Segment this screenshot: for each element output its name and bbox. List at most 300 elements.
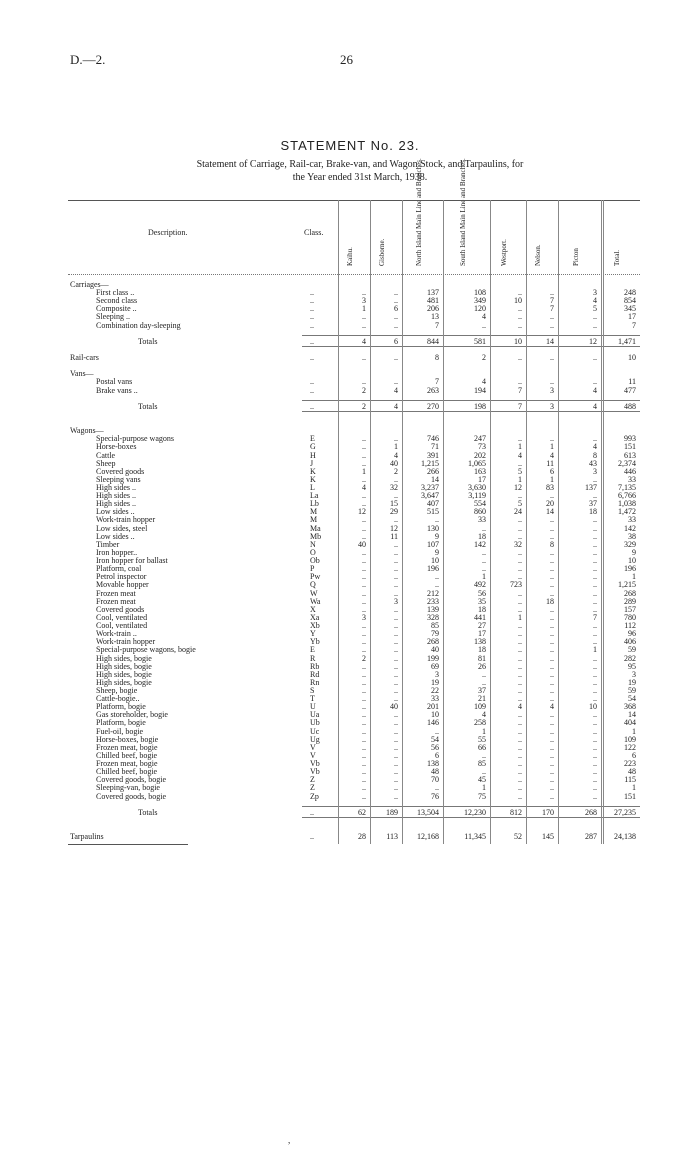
section-label: Wagons— <box>70 426 104 436</box>
statement-title: STATEMENT No. 23. <box>280 138 420 153</box>
row-total: 3 <box>632 669 636 679</box>
row-value: 11 <box>546 458 554 468</box>
row-value: 391 <box>427 450 439 460</box>
row-value: .. <box>550 580 554 590</box>
row-total: 115 <box>624 775 636 785</box>
row-value: 71 <box>431 442 439 452</box>
row-value: .. <box>518 645 522 655</box>
row-value: 407 <box>427 499 439 509</box>
row-class: .. <box>310 288 314 298</box>
row-value: 37 <box>478 686 486 695</box>
row-class: .. <box>310 401 314 411</box>
row-value: .. <box>593 491 597 501</box>
row-total: 368 <box>624 702 636 712</box>
row-value: .. <box>435 783 439 793</box>
row-value: .. <box>550 653 554 663</box>
row-class: La <box>310 491 319 501</box>
row-value: 3 <box>394 596 398 606</box>
row-value: 10 <box>514 296 522 306</box>
row-total: 33 <box>628 474 636 484</box>
row-value: .. <box>518 775 522 785</box>
row-value: 4 <box>550 702 554 712</box>
row-value: .. <box>394 564 398 574</box>
row-value: .. <box>518 458 522 468</box>
row-value: .. <box>394 588 398 598</box>
row-value: 139 <box>427 604 439 614</box>
row-value: .. <box>362 588 366 598</box>
row-value: .. <box>518 377 522 387</box>
row-description: Cattle-bogie.. <box>96 694 140 704</box>
row-description: Iron hopper for ballast <box>96 556 168 566</box>
row-value: .. <box>394 734 398 744</box>
column-divider <box>490 200 491 844</box>
row-value: .. <box>550 637 554 647</box>
totals-bottom-rule <box>302 411 640 412</box>
row-value: 263 <box>427 385 439 395</box>
row-value: 1 <box>518 612 522 622</box>
row-value: 32 <box>390 483 398 492</box>
row-total: 59 <box>628 686 636 695</box>
row-description: Brake vans .. <box>96 385 138 395</box>
row-value: .. <box>394 604 398 614</box>
row-class: .. <box>310 312 314 322</box>
row-class: E <box>310 645 315 655</box>
row-description: First class .. <box>96 288 135 298</box>
row-value: .. <box>394 637 398 647</box>
row-class: L <box>310 483 315 492</box>
row-value: .. <box>550 612 554 622</box>
row-value: 13 <box>431 312 439 322</box>
row-value: 33 <box>431 694 439 704</box>
row-value: .. <box>550 726 554 736</box>
header-region: Westport. <box>500 239 508 266</box>
row-description: Cattle <box>96 450 116 460</box>
row-value: 6 <box>394 336 398 346</box>
row-class: Z <box>310 775 315 785</box>
row-value: .. <box>518 434 522 444</box>
row-value: .. <box>550 742 554 752</box>
row-value: 14 <box>431 474 439 484</box>
row-value: .. <box>362 604 366 614</box>
row-value: .. <box>362 783 366 793</box>
row-value: .. <box>394 742 398 752</box>
row-description: Frozen meat, bogie <box>96 742 158 752</box>
row-value: .. <box>435 515 439 525</box>
row-value: .. <box>362 312 366 322</box>
row-value: .. <box>362 661 366 671</box>
row-value: 85 <box>478 759 486 769</box>
row-value: 130 <box>427 523 439 533</box>
row-description: Work-train hopper <box>96 637 156 647</box>
row-value: .. <box>394 750 398 760</box>
row-value: 18 <box>478 645 486 655</box>
row-value: 40 <box>431 645 439 655</box>
row-value: 22 <box>431 686 439 695</box>
row-class: J <box>310 458 314 468</box>
row-class: Rn <box>310 677 320 687</box>
row-description: High sides, bogie <box>96 653 152 663</box>
row-value: 3 <box>435 669 439 679</box>
page-number: 26 <box>340 52 353 67</box>
row-value: 746 <box>427 434 439 444</box>
section-label: Vans— <box>70 369 94 379</box>
row-value: 212 <box>427 588 439 598</box>
row-value: 45 <box>478 775 486 785</box>
row-value: .. <box>593 515 597 525</box>
row-value: .. <box>593 718 597 728</box>
row-value: 113 <box>386 832 398 842</box>
row-total: 1,215 <box>618 580 636 590</box>
row-value: 12,230 <box>464 807 486 817</box>
row-value: .. <box>518 637 522 647</box>
row-value: .. <box>362 572 366 582</box>
row-value: .. <box>550 556 554 566</box>
row-description: Frozen meat <box>96 596 136 606</box>
row-value: .. <box>362 791 366 801</box>
row-value: .. <box>362 377 366 387</box>
row-class: .. <box>310 296 314 306</box>
row-value: .. <box>518 710 522 720</box>
row-description: Special-purpose wagons <box>96 434 174 444</box>
row-value: .. <box>550 288 554 298</box>
row-value: .. <box>550 718 554 728</box>
row-total: 1,472 <box>618 507 636 517</box>
row-value: 7 <box>518 401 522 411</box>
row-value: .. <box>550 604 554 614</box>
row-total: 19 <box>628 677 636 687</box>
row-value: 4 <box>394 401 398 411</box>
row-value: .. <box>394 669 398 679</box>
row-description: High sides, bogie <box>96 677 152 687</box>
row-value: .. <box>394 621 398 631</box>
row-value: .. <box>362 580 366 590</box>
row-value: .. <box>593 621 597 631</box>
row-value: .. <box>482 677 486 687</box>
row-value: .. <box>394 312 398 322</box>
row-value: 4 <box>362 336 366 346</box>
row-class: R <box>310 653 316 663</box>
row-value: 83 <box>546 483 554 492</box>
row-class: Ub <box>310 718 320 728</box>
row-value: 4 <box>593 385 597 395</box>
row-class: P <box>310 564 315 574</box>
row-total: 1 <box>632 572 636 582</box>
row-value: .. <box>362 669 366 679</box>
row-total: 282 <box>624 653 636 663</box>
row-value: .. <box>362 547 366 557</box>
row-class: Vb <box>310 767 320 777</box>
row-description: Totals <box>138 807 158 817</box>
row-value: .. <box>362 450 366 460</box>
row-value: 3,119 <box>468 491 486 501</box>
row-value: 1,215 <box>421 458 439 468</box>
row-value: 20 <box>546 499 554 509</box>
column-divider <box>526 200 527 844</box>
row-value: .. <box>550 661 554 671</box>
row-value: 137 <box>427 288 439 298</box>
row-value: .. <box>394 661 398 671</box>
row-total: 54 <box>628 694 636 704</box>
row-class: O <box>310 547 316 557</box>
row-total: 1 <box>632 783 636 793</box>
header-region: Gisborne. <box>378 238 386 266</box>
row-value: 189 <box>386 807 398 817</box>
row-value: .. <box>518 669 522 679</box>
row-value: .. <box>550 710 554 720</box>
row-value: 55 <box>478 734 486 744</box>
row-class: .. <box>310 353 314 363</box>
row-total: 33 <box>628 515 636 525</box>
row-value: .. <box>550 434 554 444</box>
row-value: 12 <box>514 483 522 492</box>
row-value: .. <box>550 791 554 801</box>
row-value: .. <box>518 629 522 639</box>
row-value: 120 <box>474 304 486 314</box>
row-value: 14 <box>546 507 554 517</box>
row-value: .. <box>593 596 597 606</box>
row-class: Mb <box>310 531 322 541</box>
row-value: 43 <box>589 458 597 468</box>
row-value: 4 <box>518 450 522 460</box>
row-value: 199 <box>427 653 439 663</box>
header-region: North Island Main Line and Branches. <box>414 158 423 266</box>
row-total: 477 <box>624 385 636 395</box>
row-total: 17 <box>628 312 636 322</box>
row-value: 4 <box>482 312 486 322</box>
row-description: Work-train hopper <box>96 515 156 525</box>
row-class: .. <box>310 377 314 387</box>
row-class: X <box>310 604 316 614</box>
row-value: 56 <box>478 588 486 598</box>
row-description: Low sides, steel <box>96 523 148 533</box>
row-total: 9 <box>632 547 636 557</box>
row-value: 4 <box>593 401 597 411</box>
row-value: .. <box>362 353 366 363</box>
row-value: .. <box>482 547 486 557</box>
row-value: 3 <box>593 288 597 298</box>
row-value: .. <box>518 556 522 566</box>
row-total: 1 <box>632 726 636 736</box>
row-value: .. <box>394 686 398 695</box>
row-class: Uc <box>310 726 320 736</box>
row-value: 202 <box>474 450 486 460</box>
row-total: 10 <box>628 353 636 363</box>
row-value: 12,168 <box>417 832 439 842</box>
row-class: Y <box>310 629 316 639</box>
row-value: 268 <box>585 807 597 817</box>
row-value: .. <box>362 596 366 606</box>
row-value: 11,345 <box>464 832 486 842</box>
row-value: .. <box>518 547 522 557</box>
row-value: 85 <box>431 621 439 631</box>
row-value: 194 <box>474 385 486 395</box>
row-value: 3,630 <box>468 483 486 492</box>
row-value: 5 <box>593 304 597 314</box>
row-value: 860 <box>474 507 486 517</box>
row-value: .. <box>550 677 554 687</box>
row-value: 35 <box>478 596 486 606</box>
row-value: 1 <box>518 474 522 484</box>
row-value: 441 <box>474 612 486 622</box>
row-total: 248 <box>624 288 636 298</box>
row-value: 481 <box>427 296 439 306</box>
row-value: .. <box>394 783 398 793</box>
row-value: .. <box>550 353 554 363</box>
row-value: .. <box>518 320 522 330</box>
row-value: 844 <box>427 336 439 346</box>
row-value: .. <box>394 556 398 566</box>
row-value: .. <box>435 726 439 736</box>
row-value: .. <box>394 491 398 501</box>
row-value: .. <box>482 523 486 533</box>
row-value: 3,237 <box>421 483 439 492</box>
row-value: .. <box>518 596 522 606</box>
row-value: .. <box>518 677 522 687</box>
row-value: 2 <box>362 653 366 663</box>
page-mark: , <box>288 1135 291 1145</box>
row-value: .. <box>550 515 554 525</box>
row-description: Cool, ventilated <box>96 621 148 631</box>
row-value: .. <box>550 523 554 533</box>
row-value: 142 <box>474 539 486 549</box>
row-value: 233 <box>427 596 439 606</box>
row-value: 258 <box>474 718 486 728</box>
row-value: 170 <box>542 807 554 817</box>
row-value: 145 <box>542 832 554 842</box>
totals-bottom-rule <box>302 346 640 347</box>
row-total: 59 <box>628 645 636 655</box>
row-value: .. <box>518 661 522 671</box>
row-value: 4 <box>362 483 366 492</box>
row-value: .. <box>362 645 366 655</box>
row-value: .. <box>593 377 597 387</box>
row-value: 4 <box>593 442 597 452</box>
row-total: 151 <box>624 442 636 452</box>
row-value: .. <box>518 621 522 631</box>
row-value: 137 <box>585 483 597 492</box>
row-value: .. <box>518 304 522 314</box>
row-class: .. <box>310 320 314 330</box>
row-description: Totals <box>138 336 158 346</box>
row-class: Lb <box>310 499 319 509</box>
row-value: 13,504 <box>417 807 439 817</box>
row-value: .. <box>394 775 398 785</box>
row-class: E <box>310 434 315 444</box>
row-value: .. <box>593 629 597 639</box>
row-value: .. <box>518 718 522 728</box>
row-description: Petrol inspector <box>96 572 147 582</box>
row-value: 2 <box>362 401 366 411</box>
row-value: .. <box>362 734 366 744</box>
row-value: .. <box>394 759 398 769</box>
row-value: .. <box>394 767 398 777</box>
row-total: 7 <box>632 320 636 330</box>
row-value: 201 <box>427 702 439 712</box>
row-value: 138 <box>427 759 439 769</box>
row-value: 6 <box>435 750 439 760</box>
row-description: Frozen meat, bogie <box>96 759 158 769</box>
row-value: .. <box>362 320 366 330</box>
row-total: 11 <box>628 377 636 387</box>
row-total: 27,235 <box>614 807 636 817</box>
row-total: 48 <box>628 767 636 777</box>
row-value: 1 <box>394 442 398 452</box>
row-total: 268 <box>624 588 636 598</box>
row-value: .. <box>518 588 522 598</box>
row-value: .. <box>518 791 522 801</box>
row-value: 10 <box>589 702 597 712</box>
row-value: 198 <box>474 401 486 411</box>
row-total: 95 <box>628 661 636 671</box>
row-value: .. <box>362 775 366 785</box>
row-value: 40 <box>358 539 366 549</box>
column-divider <box>601 200 602 844</box>
row-total: 6 <box>632 750 636 760</box>
row-total: 10 <box>628 556 636 566</box>
row-value: .. <box>482 556 486 566</box>
row-value: .. <box>593 531 597 541</box>
row-value: .. <box>593 791 597 801</box>
section-label: Tarpaulins <box>70 832 104 842</box>
row-class: Ob <box>310 556 320 566</box>
row-description: Composite .. <box>96 304 137 314</box>
row-total: 24,138 <box>614 832 636 842</box>
row-value: .. <box>518 759 522 769</box>
column-divider <box>370 200 371 844</box>
row-value: .. <box>394 791 398 801</box>
row-description: Sheep <box>96 458 116 468</box>
row-total: 854 <box>624 296 636 306</box>
row-value: 52 <box>514 832 522 842</box>
row-value: .. <box>394 718 398 728</box>
row-total: 96 <box>628 629 636 639</box>
row-value: 7 <box>550 296 554 306</box>
row-value: 10 <box>431 710 439 720</box>
totals-bottom-rule <box>302 817 640 818</box>
row-value: 1 <box>362 466 366 476</box>
row-value: .. <box>518 515 522 525</box>
row-value: .. <box>518 686 522 695</box>
row-value: 146 <box>427 718 439 728</box>
header-bottom-rule <box>68 274 640 275</box>
row-value: .. <box>482 669 486 679</box>
header-description: Description. <box>148 228 188 237</box>
row-value: .. <box>593 783 597 793</box>
row-value: .. <box>394 515 398 525</box>
row-value: 107 <box>427 539 439 549</box>
row-value: .. <box>394 353 398 363</box>
row-description: Special-purpose wagons, bogie <box>96 645 196 655</box>
row-value: 581 <box>474 336 486 346</box>
row-total: 122 <box>624 742 636 752</box>
totals-rule <box>302 400 640 401</box>
header-region: Kaihu. <box>346 247 354 266</box>
row-value: 108 <box>474 288 486 298</box>
row-value: 3,647 <box>421 491 439 501</box>
row-total: 404 <box>624 718 636 728</box>
document-reference: D.—2. <box>70 52 106 67</box>
row-total: 329 <box>624 539 636 549</box>
row-total: 1,471 <box>618 336 636 346</box>
row-value: 7 <box>593 612 597 622</box>
column-divider <box>558 200 559 844</box>
row-value: 3 <box>593 466 597 476</box>
row-value: 17 <box>478 629 486 639</box>
row-value: .. <box>435 572 439 582</box>
row-description: Second class <box>96 296 138 306</box>
row-class: V <box>310 742 316 752</box>
subtitle-line-1: Statement of Carriage, Rail-car, Brake-van, and Wagon Stock, and Tarpaulins, for <box>196 159 524 170</box>
